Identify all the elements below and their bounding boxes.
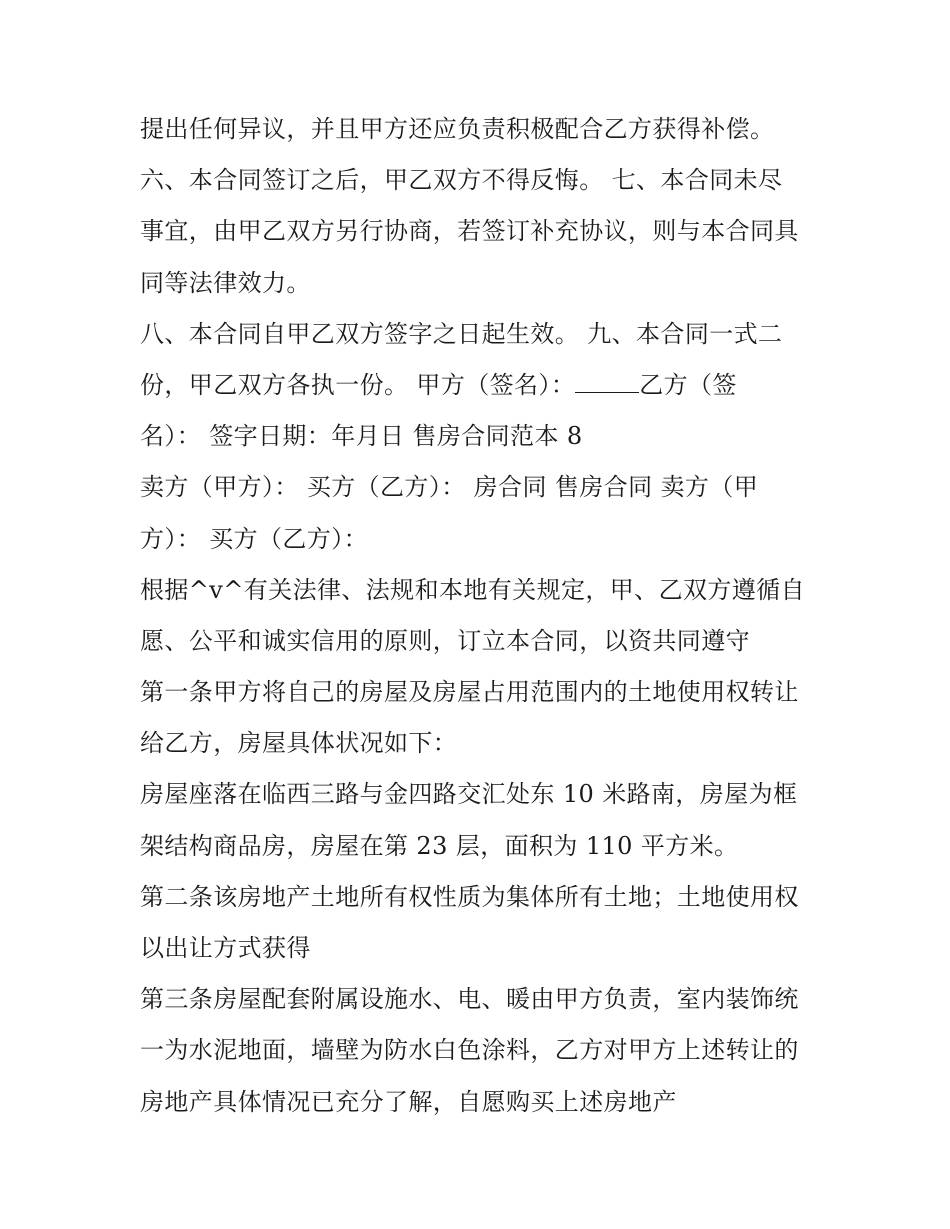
text-line: 第三条房屋配套附属设施水、电、暖由甲方负责，室内装饰统 <box>140 985 799 1014</box>
text-line: 房地产具体情况已充分了解，自愿购买上述房地产 <box>140 1087 677 1116</box>
text-line: 架结构商品房，房屋在第 23 层，面积为 110 平方米。 <box>140 831 739 860</box>
text-line: 卖方（甲方）： 买方（乙方）： 房合同 售房合同 卖方（甲 <box>140 473 759 502</box>
text-segment: 乙方（签 <box>639 370 737 399</box>
text-line: 给乙方，房屋具体状况如下： <box>140 729 458 758</box>
text-line: 根据^v^有关法律、法规和本地有关规定，甲、乙双方遵循自 <box>140 575 805 604</box>
text-line: 六、本合同签订之后，甲乙双方不得反悔。 七、本合同未尽 <box>140 166 783 195</box>
signature-blank <box>575 372 639 393</box>
text-line: 愿、公平和诚实信用的原则，订立本合同，以资共同遵守 <box>140 626 750 655</box>
text-line: 以出让方式获得 <box>140 934 311 962</box>
text-line: 提出任何异议，并且甲方还应负责积极配合乙方获得补偿。 <box>140 115 775 143</box>
document-body <box>140 104 820 1128</box>
text-line: 房屋座落在临西三路与金四路交汇处东 10 米路南，房屋为框 <box>140 780 798 809</box>
text-line-signature <box>140 360 820 411</box>
text-segment: 份，甲乙双方各执一份。 甲方（签名）： <box>140 370 576 399</box>
text-line: 第一条甲方将自己的房屋及房屋占用范围内的土地使用权转让 <box>140 678 799 707</box>
text-line: 一为水泥地面，墙壁为防水白色涂料，乙方对甲方上述转让的 <box>140 1036 799 1065</box>
text-line: 第二条该房地产土地所有权性质为集体所有土地；土地使用权 <box>140 882 799 911</box>
text-line: 方）： 买方（乙方）： <box>140 524 369 553</box>
text-line: 名）： 签字日期：年月日 售房合同范本 8 <box>140 422 583 451</box>
text-line: 事宜，由甲乙双方另行协商，若签订补充协议，则与本合同具 <box>140 217 799 246</box>
text-line: 同等法律效力。 <box>140 268 311 297</box>
text-line: 八、本合同自甲乙双方签字之日起生效。 九、本合同一式二 <box>140 319 783 348</box>
